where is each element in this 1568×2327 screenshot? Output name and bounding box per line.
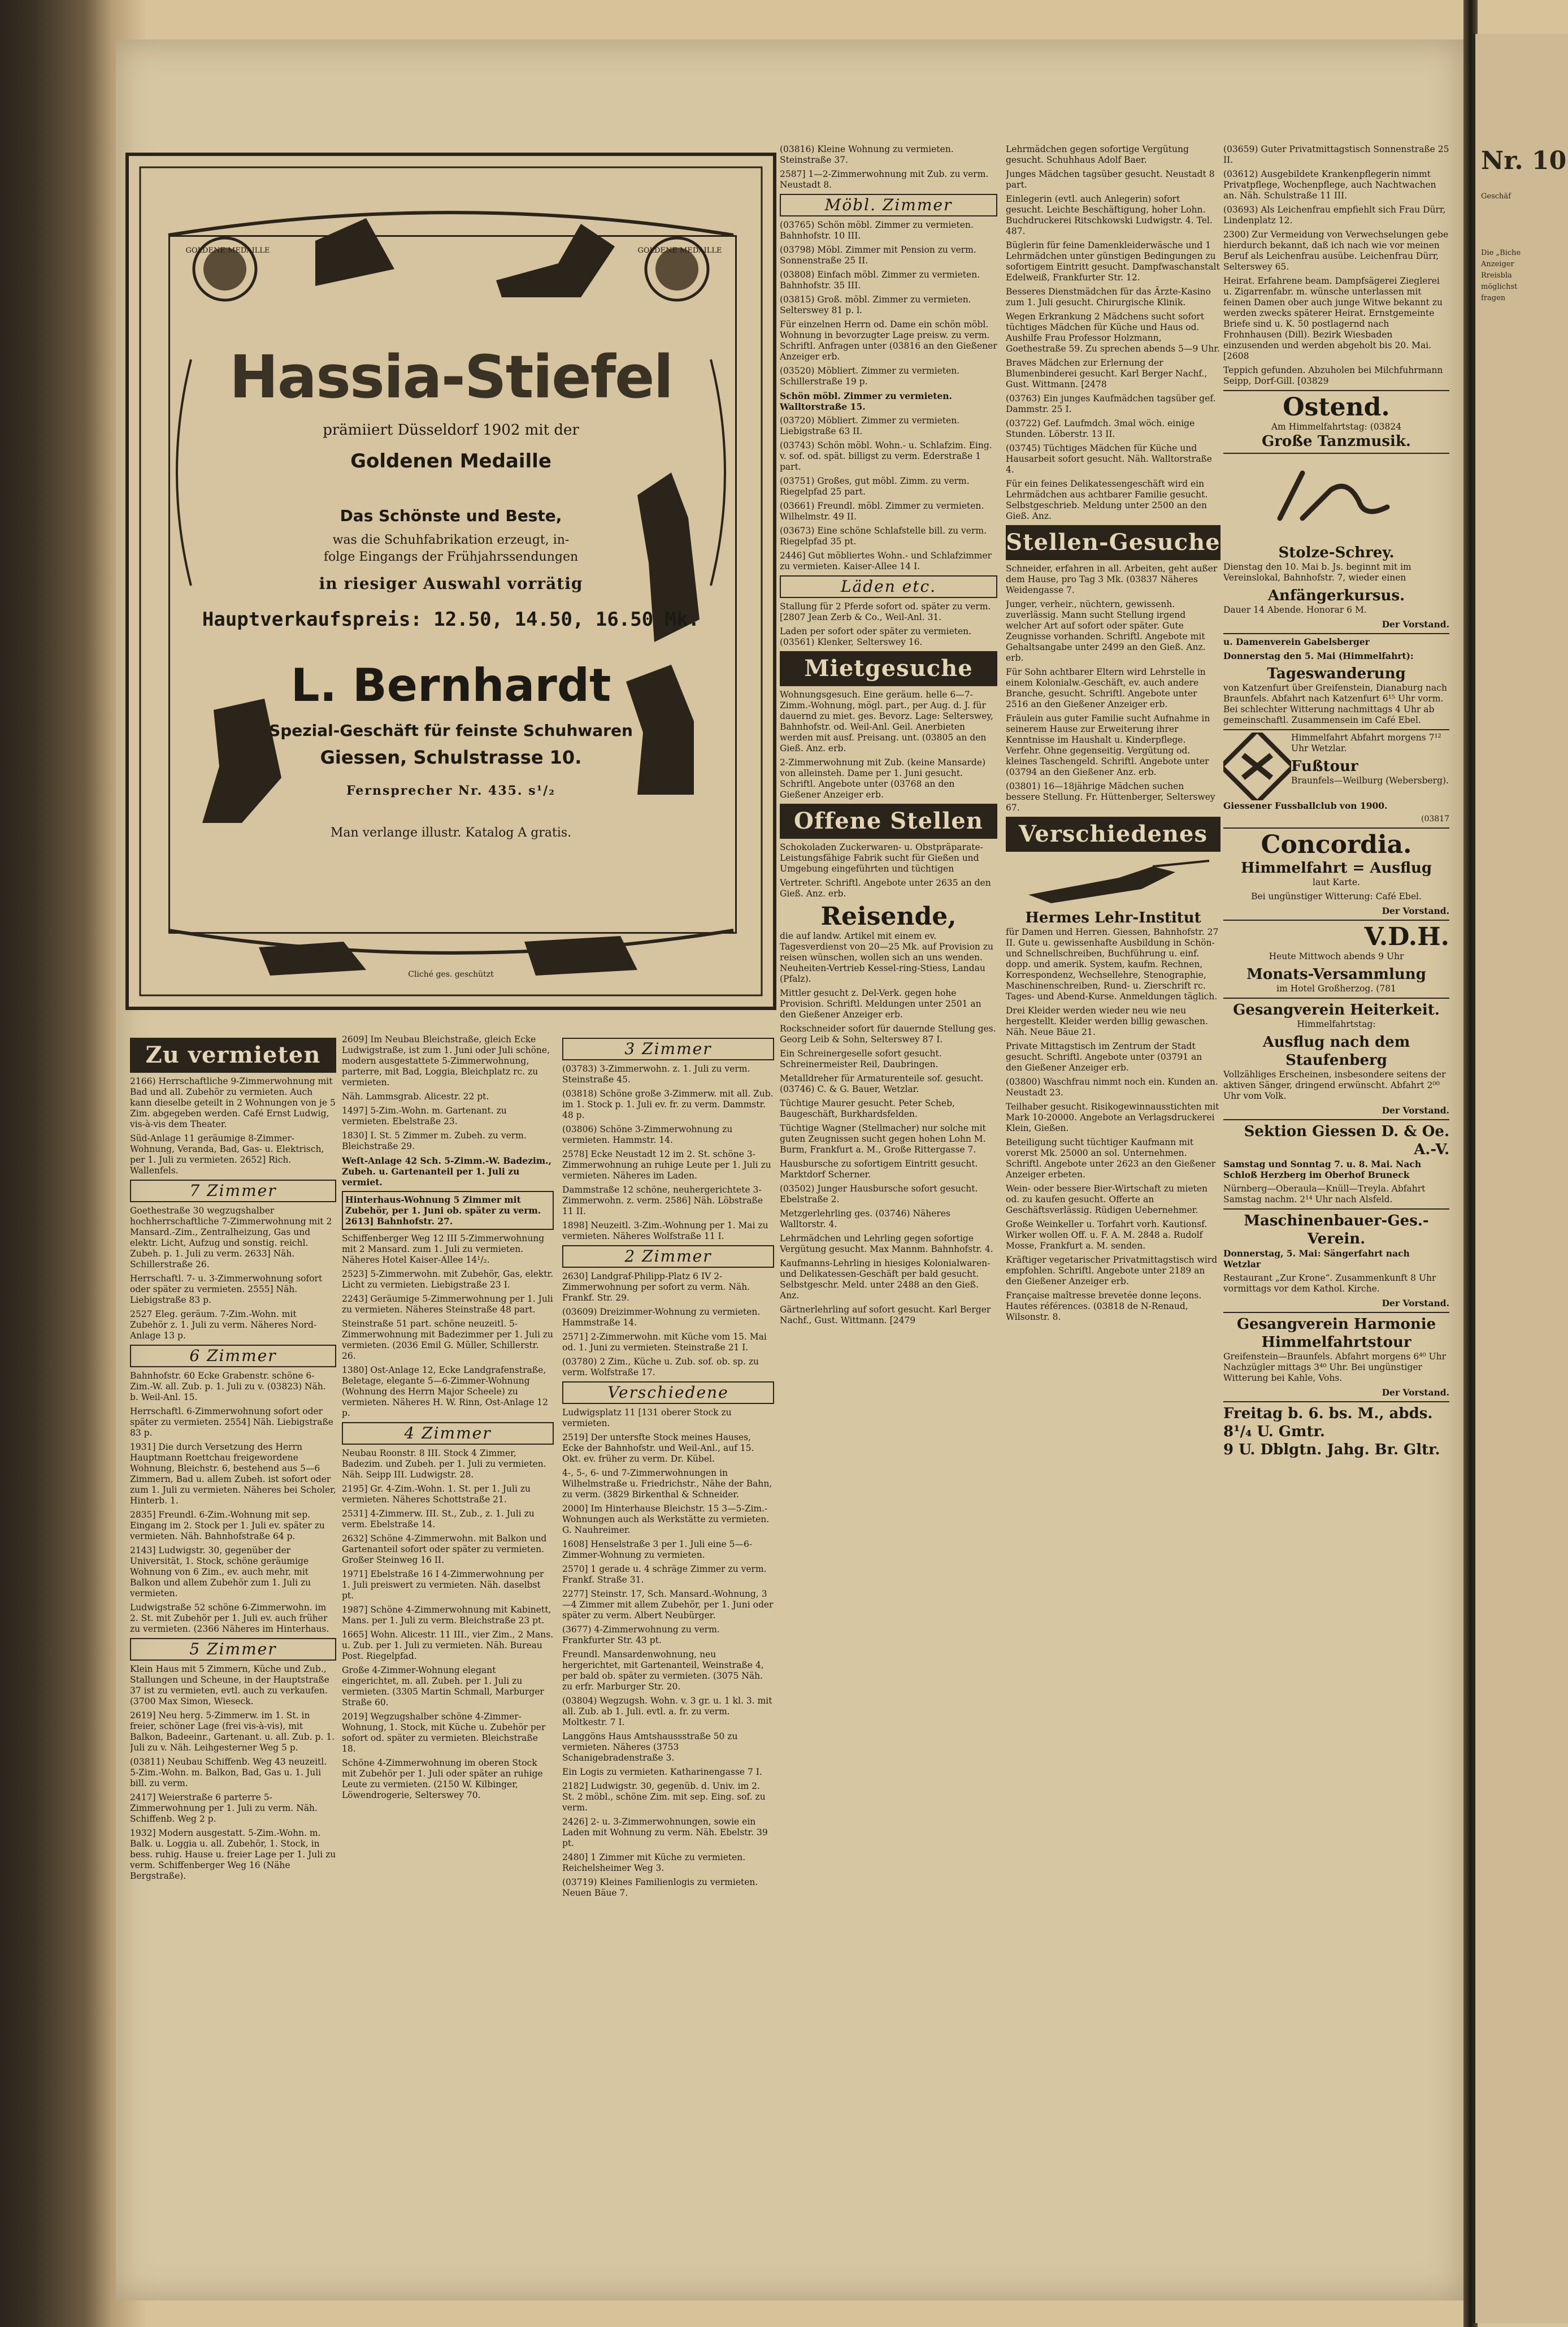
- classified-ad: Wegen Erkrankung 2 Mädchens sucht sofort tüchtiges Mädchen für Küche und Haus od. Aushilfe Frau Professor Holzmann, Goethestraße 59. Zu sprechen abends 5—9 Uhr.: [1006, 311, 1220, 354]
- classified-ad: 2182] Ludwigstr. 30, gegenüb. d. Univ. im 2. St. 2 möbl., schöne Zim. mit sep. Eing. sof. zu verm.: [562, 1781, 766, 1813]
- classified-ad: Ein Schreinergeselle sofort gesucht. Schreinermeister Reil, Daubringen.: [780, 1048, 942, 1069]
- classified-ad: Für einzelnen Herrn od. Dame ein schön möbl. Wohnung in bevorzugter Lage preisw. zu verm. Schriftl. Anfragen unter (03816 an den Gießener Anzeiger erb.: [780, 319, 997, 362]
- classified-ad: 2619] Neu herg. 5-Zimmerw. im 1. St. in freier, schöner Lage (frei vis-à-vis), mit Balkon, Badeeinr., Gartenant. u. all. Zub. p. 1. Juli zu v. Näh. Leihgesterner Weg 5 p.: [130, 1710, 335, 1753]
- classified-ad: Heirat. Erfahrene beam. Dampfsägerei Zieglerei u. Zigarrenfabr. m. wünsche unterlassen mit feinen Damen ober auch junge Witwe bekannt zu werden zwecks späterer Heirat. Ernstgemeinte Briefe sind u. K. 50 postlagernd nach Frohnhausen (Dill). Bezirk Wiesbaden einzusenden und werden abgeholt bis 20. Mai. [2608: [1223, 276, 1443, 361]
- classified-ad: (03502) Junger Hausbursche sofort gesucht. Ebelstraße 2.: [780, 1184, 978, 1204]
- classified-ad: Hausbursche zu sofortigem Eintritt gesucht. Marktdorf Scherner.: [780, 1159, 978, 1180]
- ad-medaille: Goldenen Medaille: [350, 450, 551, 473]
- divider: [1223, 453, 1449, 454]
- vdh-headline: V.D.H.: [1364, 922, 1449, 951]
- staufenberg-ausflug: Ausflug nach dem Staufenberg: [1262, 1034, 1410, 1069]
- classified-ad: Für Sohn achtbarer Eltern wird Lehrstelle in einem Kolonialw.-Geschäft, ev. auch andere Branche, gesucht. Schriftl. Angebote unter 2516 an den Gießener Anzeiger erb.: [1006, 667, 1206, 709]
- reisende-headline: Reisende,: [820, 902, 957, 931]
- adjacent-page: [1472, 34, 1568, 2323]
- classified-ad: 2166) Herrschaftliche 9-Zimmerwohnung mit Bad und all. Zubehör zu vermieten. Auch kann dieselbe geteilt in 2 Wohnungen von je 5 Zim. abgegeben werden. Café Ernst Ludwig, vis-à-vis dem Theater.: [130, 1076, 336, 1129]
- divider: [1223, 390, 1449, 391]
- classified-ad: Besseres Dienstmädchen für das Ärzte-Kasino zum 1. Juli gesucht. Chirurgische Klinik.: [1006, 287, 1211, 307]
- classified-ad: (3677) 4-Zimmerwohnung zu verm. Frankfurter Str. 43 pt.: [562, 1624, 720, 1645]
- classified-ad: Große 4-Zimmer-Wohnung elegant eingerichtet, m. all. Zubeh. per 1. Juli zu vermieten. (3305 Martin Schmall, Marburger Straße 60.: [342, 1665, 544, 1708]
- page-fragment: Die „Biche: [1481, 249, 1521, 257]
- hassia-advertisement: [125, 153, 776, 1010]
- classified-ad: Française maîtresse brevetée donne leçons. Hautes références. (03818 de N-Renaud, Wilsonstr. 8.: [1006, 1290, 1202, 1322]
- classified-ad: 1931] Die durch Versetzung des Herrn Hauptmann Roettchau freigewordene Wohnung, Bleichstr. 6, bestehend aus 5—6 Zimmern, Bad u. allem Zubeh. ist sofort oder zum 1. Juli zu vermieten. Näheres bei Scholer, Hinterb. 1.: [130, 1442, 336, 1506]
- page-fragment: möglichst: [1481, 283, 1518, 291]
- divider: [1223, 1312, 1449, 1313]
- fusstour: Fußtour: [1291, 758, 1358, 775]
- classified-ad: Dammstraße 12 schöne, neuhergerichtete 3-Zimmerwohn. z. verm. 2586] Näh. Löbstraße 11 II.: [562, 1185, 763, 1216]
- classified-ad: 2480] 1 Zimmer mit Küche zu vermieten. Reichelsheimer Weg 3.: [562, 1852, 746, 1873]
- column-2: [342, 1034, 554, 2278]
- classified-ad: Große Weinkeller u. Torfahrt vorh. Kautionsf. Wirker wollen Off. u. F. A. M. 2848 a. Rudolf Mosse, Frankfurt a. M. senden.: [1006, 1219, 1208, 1251]
- writing-hand-illustration: [1006, 855, 1220, 906]
- section-header: 5 Zimmer: [130, 1638, 336, 1661]
- classified-ad: Metalldreher für Armaturenteile sof. gesucht. (03746) C. & G. Bauer, Wetzlar.: [780, 1073, 984, 1094]
- classified-ad: (03800) Waschfrau nimmt noch ein. Kunden an. Neustadt 23.: [1006, 1077, 1218, 1098]
- classified-ad: Himmelfahrt Abfahrt morgens 7¹² Uhr Wetzlar.: [1291, 733, 1441, 753]
- classified-ad: Schneider, erfahren in all. Arbeiten, geht außer dem Hause, pro Tag 3 Mk. (03837 Näheres Weidengasse 7.: [1006, 564, 1218, 595]
- stolze-schrey: Stolze-Schrey.: [1278, 544, 1395, 561]
- divider: [1223, 1208, 1449, 1210]
- classified-ad: Herrschaftl. 6-Zimmerwohnung sofort oder später zu vermieten. 2554] Näh. Liebigstraße 83 p.: [130, 1406, 333, 1438]
- classified-ad: laut Karte.: [1313, 877, 1360, 887]
- classified-ad: 1830] I. St. 5 Zimmer m. Zubeh. zu verm. Bleichstraße 29.: [342, 1130, 527, 1151]
- signature: Der Vorstand.: [1382, 905, 1449, 916]
- classified-ad: Ein Logis zu vermieten. Katharinengasse 7 I.: [562, 1767, 762, 1777]
- classified-ad: 2277] Steinstr. 17, Sch. Mansard.-Wohnung, 3—4 Zimmer mit allem Zubehör, per 1. Juni oder später zu verm. Albert Neubürger.: [562, 1589, 774, 1620]
- classified-ad: (03722) Gef. Laufmdch. 3mal wöch. einige Stunden. Löberstr. 13 II.: [1006, 418, 1195, 439]
- classified-ad: (03745) Tüchtiges Mädchen für Küche und Hausarbeit sofort gesucht. Näh. Walltorstraße 4.: [1006, 443, 1212, 475]
- classified-ad: Steinstraße 51 part. schöne neuzeitl. 5-Zimmerwohnung mit Badezimmer per 1. Juli zu vermieten. (2036 Emil G. Müller, Schillerstr. 26.: [342, 1319, 553, 1361]
- monats-versammlung: Monats-Versammlung: [1246, 966, 1426, 983]
- classified-ad: (03815) Groß. möbl. Zimmer zu vermieten. Selterswey 81 p. l.: [780, 294, 971, 315]
- classified-ad: Stallung für 2 Pferde sofort od. später zu verm. [2807 Jean Zerb & Co., Weil-Anl. 31.: [780, 601, 991, 622]
- classified-ad: Ludwigstraße 52 schöne 6-Zimmerwohn. im 2. St. mit Zubehör per 1. Juli ev. auch früher zu vermieten. (2366 Näheres im Hinterhaus.: [130, 1602, 329, 1634]
- classified-ad: Für ein feines Delikatessengeschäft wird ein Lehrmädchen aus achtbarer Familie gesucht. Selbstgeschrieb. Meldung unter 2500 an den Gieß. Anz.: [1006, 479, 1208, 521]
- section-header: 2 Zimmer: [562, 1245, 774, 1268]
- classified-ad: Dienstag den 10. Mai b. Js. beginnt mit im Vereinslokal, Bahnhofstr. 7, wieder einen: [1223, 562, 1411, 583]
- classified-ad: Samstag und Sonntag 7. u. 8. Mai. Nach Schloß Herzberg im Oberhof Bruneck: [1223, 1159, 1422, 1180]
- section-header: Möbl. Zimmer: [780, 194, 997, 216]
- ad-auswahl: in riesiger Auswahl vorrätig: [319, 574, 583, 593]
- football-club: Giessener Fussballclub von 1900.: [1223, 800, 1388, 811]
- classified-ad: 2570] 1 gerade u. 4 schräge Zimmer zu verm. Frankf. Straße 31.: [562, 1564, 767, 1585]
- classified-ad: 2578] Ecke Neustadt 12 im 2. St. schöne 3-Zimmerwohnung an ruhige Leute per 1. Juli zu vermieten. Näheres im Laden.: [562, 1149, 771, 1181]
- classified-ad: (03743) Schön möbl. Wohn.- u. Schlafzim. Eing. v. sof. od. spät. billigst zu verm. Ederstraße 1 part.: [780, 440, 992, 472]
- classified-ad: (03693) Als Leichenfrau empfiehlt sich Frau Dürr, Lindenplatz 12.: [1223, 205, 1446, 226]
- page-fragment: fragen: [1481, 294, 1506, 302]
- freimaurer-notice-2: 9 U. Dblgtn. Jahg. Br. Gltr.: [1223, 1441, 1440, 1458]
- classified-ad: Freundl. Mansardenwohnung, neu hergerichtet, mit Gartenanteil, Weinstraße 4, per bald ob. später zu vermieten. (3075 Näh. zu erfr. Marburger Str. 20.: [562, 1649, 764, 1692]
- classified-ad: (03806) Schöne 3-Zimmerwohnung zu vermieten. Hammstr. 14.: [562, 1124, 733, 1145]
- classified-ad: 1497] 5-Zim.-Wohn. m. Gartenant. zu vermieten. Ebelstraße 23.: [342, 1106, 507, 1126]
- signature: Der Vorstand.: [1382, 1105, 1449, 1116]
- section-banner: Mietgesuche: [780, 651, 997, 686]
- classified-ad: 2143] Ludwigstr. 30, gegenüber der Universität, 1. Stock, schöne geräumige Wohnung von 6 Zim., ev. auch mehr, mit Balkon und allem Zubehör zum 1. Juli zu vermieten.: [130, 1545, 311, 1598]
- classified-ad: Klein Haus mit 5 Zimmern, Küche und Zub., Stallungen und Scheune, in der Hauptstraße 37 ist zu vermieten, evtl. auch zu verkaufen. (3700 Max Simon, Wieseck.: [130, 1664, 329, 1706]
- medal-label-left: GOLDENE MEDAILLE: [185, 246, 270, 255]
- classified-ad: (03798) Möbl. Zimmer mit Pension zu verm. Sonnenstraße 25 II.: [780, 245, 976, 266]
- classified-ad: Dauer 14 Abende. Honorar 6 M.: [1223, 605, 1367, 615]
- himmelfahrtstour: Himmelfahrtstour: [1261, 1334, 1411, 1351]
- football-club-emblem: [1223, 733, 1291, 800]
- classified-ad: (03765) Schön möbl. Zimmer zu vermieten. Bahnhofstr. 10 III.: [780, 220, 974, 241]
- classified-ad: (03818) Schöne große 3-Zimmerw. mit all. Zub. im 1. Stock p. 1. Juli ev. fr. zu verm. Dammstr. 48 p.: [562, 1089, 774, 1120]
- section-banner: Stellen-Gesuche: [1006, 525, 1220, 560]
- classified-ad: 2243] Geräumige 5-Zimmerwohnung per 1. Juli zu vermieten. Näheres Steinstraße 48 part.: [342, 1294, 553, 1315]
- classified-ad: Restaurant „Zur Krone“. Zusammenkunft 8 Uhr vormittags vor dem Kathol. Kirche.: [1223, 1273, 1436, 1294]
- classified-ad: Junges Mädchen tagsüber gesucht. Neustadt 8 part.: [1006, 169, 1215, 190]
- classified-ad: Einlegerin (evtl. auch Anlegerin) sofort gesucht. Leichte Beschäftigung, hoher Lohn. Buchdruckerei Ritschkowski Ludwigstr. 4. Tel. 487.: [1006, 194, 1213, 236]
- classified-ad: Schöne 4-Zimmerwohnung im oberen Stock mit Zubehör per 1. Juli oder später an ruhige Leute zu vermieten. (2150 W. Kilbinger, Löwendrogerie, Selterswey 70.: [342, 1758, 543, 1800]
- classified-ad: Herrschaftl. 7- u. 3-Zimmerwohnung sofort oder später zu vermieten. 2555] Näh. Liebigstraße 83 p.: [130, 1273, 323, 1305]
- divider: [1223, 1401, 1449, 1402]
- classified-ad: (03780) 2 Zim., Küche u. Zub. sof. ob. sp. zu verm. Wolfstraße 17.: [562, 1357, 759, 1377]
- classified-ad: 2446] Gut möbliertes Wohn.- und Schlafzimmer zu vermieten. Kaiser-Allee 14 I.: [780, 551, 992, 571]
- classified-ad: Laden per sofort oder später zu vermieten. (03561) Klenker, Selterswey 16.: [780, 626, 972, 647]
- section-header: 6 Zimmer: [130, 1345, 336, 1367]
- maschinenbauer-verein: Maschinenbauer-Ges.-Verein.: [1244, 1212, 1429, 1247]
- classified-ad: 2527 Eleg. geräum. 7-Zim.-Wohn. mit Zubehör z. 1. Juli zu verm. Näheres Nord-Anlage 13 p.: [130, 1309, 317, 1341]
- column-5: [1006, 144, 1220, 2275]
- sektion-giessen: Sektion Giessen D. & Oe. A.-V.: [1244, 1123, 1449, 1158]
- tageswanderung: Tageswanderung: [1267, 665, 1406, 682]
- classified-ad: Mittler gesucht z. Del-Verk. gegen hohe Provision. Schriftl. Meldungen unter 2501 an den Gießener Anzeiger erb.: [780, 988, 981, 1020]
- classified-ad: Rockschneider sofort für dauernde Stellung ges. Georg Leib & Sohn, Selterswey 87 I.: [780, 1024, 996, 1045]
- column-6: [1223, 144, 1449, 2275]
- classified-ad: Schokoladen Zuckerwaren- u. Obstpräparate-Leistungsfähige Fabrik sucht für Gießen und Umgebung eingeführten und tüchtigen: [780, 842, 983, 874]
- classified-ad: (03659) Guter Privatmittagstisch Sonnenstraße 25 II.: [1223, 144, 1449, 165]
- classified-ad: für Damen und Herren. Giessen, Bahnhofstr. 27 II. Gute u. gewissenhafte Ausbildung in Schön- und Schnellschreiben, Buchführung u. einf. dopp. und amerik. System, kaufm. Rechnen, Korrespondenz, Wechsellehre, Stenographie, Maschinenschreiben, Rund- u. Zierschrift rc. Tages- und Abend-Kurse. Anmeldungen täglich.: [1006, 927, 1219, 1002]
- page-fragment: Rreisbla: [1481, 271, 1512, 280]
- concordia-headline: Concordia.: [1261, 830, 1412, 859]
- classified-ad: 1665] Wohn. Alicestr. 11 III., vier Zim., 2 Mans. u. Zub. per 1. Juli zu vermieten. Näh. Bureau Post. Riegelpfad.: [342, 1630, 554, 1661]
- classified-ad: Braves Mädchen zur Erlernung der Blumenbinderei gesucht. Karl Berger Nachf., Gust. Wittmann. [2478: [1006, 358, 1208, 389]
- classified-ad: (03612) Ausgebildete Krankenpflegerin nimmt Privatpflege, Wochenpflege, auch Nachtwachen an. Näh. Schulstraße 11 III.: [1223, 169, 1436, 201]
- classified-ad: Junger, verheir., nüchtern, gewissenh. zuverlässig. Mann sucht Stellung irgend welcher Art auf sofort oder später. Gute Zeugnisse vorhanden. Schriftl. Angebote mit Gehaltsangabe unter 2499 an den Gieß. Anz. erb.: [1006, 599, 1206, 663]
- hermes-institute: Hermes Lehr-Institut: [1025, 909, 1201, 926]
- classified-ad: (03673) Eine schöne Schlafstelle bill. zu verm. Riegelpfad 35 pt.: [780, 526, 987, 547]
- classified-ad: Bei ungünstiger Witterung: Café Ebel.: [1251, 891, 1422, 902]
- ostend-sub: Am Himmelfahrtstag: (03824: [1271, 422, 1402, 432]
- divider: [1223, 827, 1449, 829]
- heiterkeit-headline: Gesangverein Heiterkeit.: [1233, 1002, 1440, 1019]
- classified-ad: Greifenstein—Braunfels. Abfahrt morgens 6⁴⁰ Uhr Nachzügler mittags 3⁴⁰ Uhr. Bei ungünstiger Witterung bei Kahle, Vohs.: [1223, 1351, 1447, 1383]
- classified-ad: 2000] Im Hinterhause Bleichstr. 15 3—5-Zim.-Wohnungen auch als Werkstätte zu vermieten. G. Nauhreimer.: [562, 1503, 770, 1535]
- classified-ad: Vollzähliges Erscheinen, insbesondere seitens der aktiven Sänger, dringend erwünscht. Abfahrt 2⁰⁰ Uhr vom Volk.: [1223, 1069, 1446, 1101]
- classified-ad: Süd-Anlage 11 geräumige 8-Zimmer-Wohnung, Veranda, Bad, Gas- u. Elektrisch, per 1. Juli zu vermieten. 2652] Rich. Wallenfels.: [130, 1133, 324, 1176]
- stenography-signet: [1223, 456, 1449, 541]
- classified-ad: 1987] Schöne 4-Zimmerwohnung mit Kabinett, Mans. per 1. Juli zu verm. Bleichstraße 23 pt.: [342, 1605, 551, 1626]
- section-header: Läden etc.: [780, 575, 997, 598]
- classified-ad: 1380] Ost-Anlage 12, Ecke Landgrafenstraße, Beletage, elegante 5—6-Zimmer-Wohnung (Wohnung des Herrn Major Scheele) zu vermieten. Näheres H. W. Rinn, Ost-Anlage 12 p.: [342, 1365, 548, 1418]
- classified-ad: Private Mittagstisch im Zentrum der Stadt gesucht. Schriftl. Angebote unter (03791 an den Gießener Anzeiger erb.: [1006, 1041, 1202, 1073]
- ad-id: (03817: [1421, 814, 1449, 824]
- classified-ad: 2019] Wegzugshalber schöne 4-Zimmer-Wohnung, 1. Stock, mit Küche u. Zubehör per sofort od. später zu vermieten. Bleichstraße 18.: [342, 1711, 546, 1754]
- classified-ad: Weſt-Anlage 42 Sch. 5-Zimm.-W. Badezim., Zubeh. u. Gartenanteil per 1. Juli zu vermiet.: [342, 1155, 551, 1188]
- classified-ad: Goethestraße 30 wegzugshalber hochherrschaftliche 7-Zimmerwohnung mit 2 Mansard.-Zim., Zentralheizung, Gas und elektr. Licht, Aufzug und sonstig. reichl. Zubeh. p. 1. Juli zu verm. 2633] Näh. Schillerstraße 26.: [130, 1206, 332, 1269]
- classified-ad: 2519] Der untersfte Stock meines Hauses, Ecke der Bahnhofstr. und Weil-Anl., auf 15. Okt. ev. früher zu verm. Dr. Kübel.: [562, 1432, 754, 1464]
- classified-ad: (03804) Wegzugsh. Wohn. v. 3 gr. u. 1 kl. 3. mit all. Zub. ab 1. Juli. evtl. a. fr. zu verm. Moltkestr. 7 I.: [562, 1696, 772, 1727]
- classified-ad: Ludwigsplatz 11 [131 oberer Stock zu vermieten.: [562, 1407, 732, 1428]
- classified-ad: Fräulein aus guter Familie sucht Aufnahme in seinerem Hause zur Erweiterung ihrer Kenntnisse im Haushalt u. Kinderpflege. Verfehr. Ohne gegenseitig. Vergütung od. kleines Taschengeld. Schriftl. Angebote unter (03794 an den Gießener Anz. erb.: [1006, 713, 1210, 777]
- ad-name: L. Bernhardt: [290, 659, 611, 712]
- classified-ad: Wein- oder bessere Bier-Wirtschaft zu mieten od. zu kaufen gesucht. Offerte an Geschäftsverlässig. Rüdigen Uebernehmer.: [1006, 1184, 1208, 1215]
- classified-ad: Büglerin für feine Damenkleiderwäsche und 1 Lehrmädchen unter günstigen Bedingungen zu sofortigem Eintritt gesucht. Dampfwaschanstalt Edelweiß, Frankfurter Str. 12.: [1006, 240, 1220, 283]
- classified-ad: von Katzenfurt über Greifenstein, Dianaburg nach Braunfels. Abfahrt nach Katzenfurt 6¹⁵ Uhr vorm. Bei schlechter Witterung nachmittags 4 Uhr ab gemeinschaftl. Zusammensein im Café Ebel.: [1223, 683, 1447, 725]
- classified-ad: Schön möbl. Zimmer zu vermieten. Walltorstraße 15.: [780, 391, 952, 412]
- classified-ad: 2609] Im Neubau Bleichstraße, gleich Ecke Ludwigstraße, ist zum 1. Juni oder Juli schöne, modern ausgestattete 5-Zimmerwohnung, parterre, mit Bad, Loggia, Bleichplatz rc. zu vermieten.: [342, 1034, 550, 1087]
- page-fragment: Anzeiger: [1481, 260, 1514, 268]
- classified-ad: (03661) Freundl. möbl. Zimmer zu vermieten. Wilhelmstr. 49 II.: [780, 501, 984, 522]
- section-header: 4 Zimmer: [342, 1422, 554, 1445]
- boxed-ad: Hinterhaus-Wohnung 5 Zimmer mit Zubehör, per 1. Juni ob. später zu verm. 2613] Bahnhofstr. 27.: [342, 1191, 554, 1230]
- classified-ad: 2632] Schöne 4-Zimmerwohn. mit Balkon und Gartenanteil sofort oder später zu vermieten. Großer Steinweg 16 II.: [342, 1533, 547, 1565]
- classified-ad: Lehrmädchen und Lehrling gegen sofortige Vergütung gesucht. Max Mannm. Bahnhofstr. 4.: [780, 1233, 993, 1254]
- classified-ad: (03719) Kleines Familienlogis zu vermieten. Neuen Bäue 7.: [562, 1877, 758, 1898]
- classified-ad: 1971] Ebelstraße 16 I 4-Zimmerwohnung per 1. Juli preiswert zu vermieten. Näh. daselbst pt.: [342, 1569, 544, 1601]
- classified-ad: 2426] 2- u. 3-Zimmerwohnungen, sowie ein Laden mit Wohnung zu verm. Näh. Ebelstr. 39 pt.: [562, 1817, 768, 1848]
- classified-ad: 1608] Henselstraße 3 per 1. Juli eine 5—6-Zimmer-Wohnung zu vermieten.: [562, 1539, 753, 1560]
- section-header: Verschiedene: [562, 1381, 774, 1404]
- page-number: Nr. 10: [1481, 146, 1567, 175]
- section-banner: Verschiedenes: [1006, 817, 1220, 852]
- section-banner: Zu vermieten: [130, 1038, 336, 1073]
- classified-ad: 2630] Landgraf-Philipp-Platz 6 IV 2-Zimmerwohnung per sofort zu verm. Näh. Frankf. Str. 29.: [562, 1271, 750, 1303]
- classified-ad: Tüchtige Wagner (Stellmacher) nur solche mit guten Zeugnissen sucht gegen hohen Lohn M. Burm, Frankfurt a. M., Große Rittergasse 7.: [780, 1123, 986, 1155]
- ad-cliche: Cliché ges. geschützt: [408, 970, 494, 979]
- classified-ad: (03816) Kleine Wohnung zu vermieten. Steinstraße 37.: [780, 144, 954, 165]
- classified-ad: 1932] Modern ausgestatt. 5-Zim.-Wohn. m. Balk. u. Loggia u. all. Zubehör, 1. Stock, in bess. ruhig. Hause u. freier Lage per 1. Juli zu verm. Schiffenberger Weg 16 (Nähe Bergstraße).: [130, 1828, 336, 1881]
- classified-ad: 2835] Freundl. 6-Zim.-Wohnung mit sep. Eingang im 2. Stock per 1. Juli ev. später zu vermieten. Näh. Bahnhofstraße 64 p.: [130, 1510, 325, 1541]
- classified-ad: Braunfels—Weilburg (Webersberg).: [1291, 775, 1449, 786]
- classified-ad: Teilhaber gesucht. Risikogewinnausstichten mit Mark 10-20000. Angebote an Verlagsdruckerei Klein, Gießen.: [1006, 1102, 1219, 1133]
- signature: Der Vorstand.: [1382, 1298, 1449, 1308]
- classified-ad: Tüchtige Maurer gesucht. Peter Scheb, Baugeschäft, Burkhardsfelden.: [780, 1098, 955, 1119]
- classified-ad: Wohnungsgesuch. Eine geräum. helle 6—7-Zimm.-Wohnung, mögl. part., per Aug. d. J. für dauernd zu miet. ges. Bevorz. Lage: Selterswey, Bahnhofstr. od. Weil-Anl. Geil. Anerbieten werden mit ausf. Preisang. unt. (03805 an den Gieß. Anz. erb.: [780, 690, 993, 753]
- classified-ad: 1898] Neuzeitl. 3-Zim.-Wohnung per 1. Mai zu vermieten. Näheres Wolfstraße 11 I.: [562, 1220, 768, 1241]
- classified-ad: Heute Mittwoch abends 9 Uhr: [1269, 951, 1404, 961]
- signature: Der Vorstand.: [1382, 619, 1449, 630]
- classified-ad: Kaufmanns-Lehrling in hiesiges Kolonialwaren- und Delikatessen-Geschäft per bald gesucht. Selbstgeschr. Meld. unter 2488 an den Gieß. Anz.: [780, 1258, 991, 1301]
- classified-ad: Kräftiger vegetarischer Privatmittagstisch wird empfohlen. Schriftl. Angebote unter 2189 an den Gießener Anzeiger erb.: [1006, 1255, 1218, 1286]
- classified-ad: Drei Kleider werden wieder neu wie neu hergestellt. Kleider werden billig gewaschen. Näh. Neue Bäue 21.: [1006, 1006, 1208, 1037]
- classified-ad: Himmelfahrtstag:: [1297, 1019, 1376, 1029]
- ad-prize: prämiiert Düsseldorf 1902 mit der: [323, 422, 579, 439]
- ostend-headline: Ostend.: [1283, 393, 1390, 422]
- classified-ad: Vertreter. Schriftl. Angebote unter 2635 an den Gieß. Anz. erb.: [780, 878, 991, 899]
- classified-ad: (03783) 3-Zimmerwohn. z. 1. Juli zu verm. Steinstraße 45.: [562, 1064, 750, 1085]
- anfaenger-kursus: Anfängerkursus.: [1267, 587, 1405, 604]
- ad-address: Giessen, Schulstrasse 10.: [320, 747, 582, 768]
- classified-ad: 2417] Weierstraße 6 parterre 5-Zimmerwohnung per 1. Juli zu verm. Näh. Schiffenb. Weg 2 p.: [130, 1792, 318, 1824]
- section-banner: Offene Stellen: [780, 804, 997, 839]
- classified-ad: 4-, 5-, 6- und 7-Zimmerwohnungen in Wilhelmstraße u. Friedrichstr., Nähe der Bahn, zu verm. (3829 Birkenthal & Schneider.: [562, 1468, 772, 1500]
- ad-price: Hauptverkaufspreis: 12.50, 14.50, 16.50 Mk.: [202, 608, 700, 631]
- classified-ad: u. Damenverein Gabelsberger: [1223, 636, 1370, 647]
- himmelfahrt-ausflug: Himmelfahrt = Ausflug: [1240, 860, 1432, 877]
- classified-ad: Schiffenberger Weg 12 III 5-Zimmerwohnung mit 2 Mansard. zum 1. Juli zu vermieten. Näheres Hotel Kaiser-Allee 14¹/₂.: [342, 1233, 545, 1265]
- section-header: 7 Zimmer: [130, 1180, 336, 1202]
- classified-ad: 2587] 1—2-Zimmerwohnung mit Zub. zu verm. Neustadt 8.: [780, 169, 989, 190]
- classified-ad: die auf landw. Artikel mit einem ev. Tagesverdienst von 20—25 Mk. auf Provision zu reisen wünschen, wollen sich an uns wenden. Neuheiten-Vertrieb Kessel-ring-Stiess, Landau (Pfalz).: [780, 931, 993, 984]
- classified-ad: (03811) Neubau Schiffenb. Weg 43 neuzeitl. 5-Zim.-Wohn. m. Balkon, Bad, Gas u. 1. Juli bill. zu verm.: [130, 1757, 327, 1788]
- section-header: 3 Zimmer: [562, 1038, 774, 1060]
- classified-ad: (03801) 16—18jährige Mädchen suchen bessere Stellung. Fr. Hüttenberger, Selterswey 67.: [1006, 781, 1215, 813]
- classified-ad: Lehrmädchen gegen sofortige Vergütung gesucht. Schuhhaus Adolf Baer.: [1006, 144, 1189, 165]
- classified-ad: Näh. Lammsgrab. Alicestr. 22 pt.: [342, 1091, 489, 1102]
- divider: [1223, 729, 1449, 730]
- column-1: [130, 1034, 336, 2278]
- ad-spezial: Spezial-Geschäft für feinste Schuhwaren: [269, 721, 633, 740]
- classified-ad: (03763) Ein junges Kaufmädchen tagsüber gef. Dammstr. 25 I.: [1006, 393, 1216, 414]
- medal-label-right: GOLDENE MEDAILLE: [637, 246, 722, 255]
- classified-ad: 2300) Zur Vermeidung von Verwechselungen gebe hierdurch bekannt, daß ich nach wie vor meinen Beruf als Leichenfrau ausübe. Leichenfrau Dürr, Selterswey 65.: [1223, 229, 1449, 272]
- classified-ad: (03751) Großes, gut möbl. Zimm. zu verm. Riegelpfad 25 part.: [780, 476, 970, 497]
- ad-katalog: Man verlange illustr. Katalog A gratis.: [330, 826, 572, 840]
- ad-title: Hassia-Stiefel: [229, 343, 673, 411]
- classified-ad: (03520) Möbliert. Zimmer zu vermieten. Schillerstraße 19 p.: [780, 366, 960, 387]
- classified-ad: Metzgerlehrling ges. (03746) Näheres Walltorstr. 4.: [780, 1208, 950, 1229]
- ad-subline-2: folge Eingangs der Frühjahrssendungen: [323, 550, 579, 564]
- freimaurer-notice: Freitag b. 6. bs. M., abds. 8¹/₄ U. Gmtr.: [1223, 1405, 1433, 1440]
- ad-beste: Das Schönste und Beste,: [340, 506, 562, 525]
- classified-ad: 2523] 5-Zimmerwohn. mit Zubehör, Gas, elektr. Licht zu vermieten. Liebigstraße 23 I.: [342, 1269, 554, 1290]
- classified-ad: Nürnberg—Oberaula—Knüll—Treyla. Abfahrt Samstag nachm. 2¹⁴ Uhr nach Alsfeld.: [1223, 1184, 1426, 1204]
- ad-subline-1: was die Schuhfabrikation erzeugt, in-: [332, 533, 570, 547]
- classified-ad: Donnerstag den 5. Mai (Himmelfahrt):: [1223, 651, 1414, 661]
- page-fragment: Geschäf: [1481, 192, 1511, 201]
- divider: [1223, 998, 1449, 999]
- column-4: [780, 144, 997, 2275]
- classified-ad: 2571] 2-Zimmerwohn. mit Küche vom 15. Mai od. 1. Juni zu vermieten. Steinstraße 21 I.: [562, 1332, 767, 1353]
- harmonie-headline: Gesangverein Harmonie: [1236, 1316, 1436, 1333]
- classified-ad: Donnerstag, 5. Mai: Sängerfahrt nach Wetzlar: [1223, 1248, 1410, 1269]
- classified-ad: im Hotel Großherzog. (781: [1276, 983, 1396, 994]
- classified-ad: 2195] Gr. 4-Zim.-Wohn. 1. St. per 1. Juli zu vermieten. Näheres Schottstraße 21.: [342, 1484, 531, 1505]
- classified-ad: Teppich gefunden. Abzuholen bei Milchfuhrmann Seipp, Dorf-Gill. [03829: [1223, 365, 1443, 386]
- classified-ad: Neubau Roonstr. 8 III. Stock 4 Zimmer, Badezim. und Zubeh. per 1. Juli zu vermieten. Näh. Seipp III. Ludwigstr. 28.: [342, 1448, 546, 1480]
- classified-ad: 2-Zimmerwohnung mit Zub. (keine Mansarde) von alleinsteh. Dame per 1. Juni gesucht. Schriftl. Angebote unter (03768 an den Gießener Anzeiger erb.: [780, 757, 986, 800]
- ostend-tanz: Große Tanzmusik.: [1262, 433, 1411, 450]
- ad-phone: Fernsprecher Nr. 435. s¹/₂: [346, 783, 555, 798]
- divider: [1223, 633, 1449, 634]
- divider: [1223, 920, 1449, 921]
- classified-ad: 2531] 4-Zimmerw. III. St., Zub., z. 1. Juli zu verm. Ebelstraße 14.: [342, 1509, 535, 1529]
- classified-ad: Langgöns Haus Amtshaussstraße 50 zu vermieten. Näheres (3753 Schanigebradenstraße 3.: [562, 1731, 738, 1763]
- divider: [1223, 1119, 1449, 1120]
- classified-ad: Gärtnerlehrling auf sofort gesucht. Karl Berger Nachf., Gust. Wittmann. [2479: [780, 1305, 991, 1325]
- classified-ad: (03609) Dreizimmer-Wohnung zu vermieten. Hammstraße 14.: [562, 1307, 761, 1328]
- classified-ad: (03720) Möbliert. Zimmer zu vermieten. Liebigstraße 63 II.: [780, 415, 960, 436]
- signature: Der Vorstand.: [1382, 1387, 1449, 1398]
- classified-ad: Beteiligung sucht tüchtiger Kaufmann mit vorerst Mk. 25000 an sol. Unternehmen. Schriftl. Angebote unter 2623 an den Gießener Anzeiger erbeten.: [1006, 1137, 1216, 1180]
- classified-ad: Bahnhofstr. 60 Ecke Grabenstr. schöne 6-Zim.-W. all. Zub. p. 1. Juli zu v. (03823) Näh. b. Weil-Anl. 15.: [130, 1371, 326, 1402]
- classified-ad: (03808) Einfach möbl. Zimmer zu vermieten. Bahnhofstr. 35 III.: [780, 270, 980, 291]
- column-3: [562, 1034, 774, 2278]
